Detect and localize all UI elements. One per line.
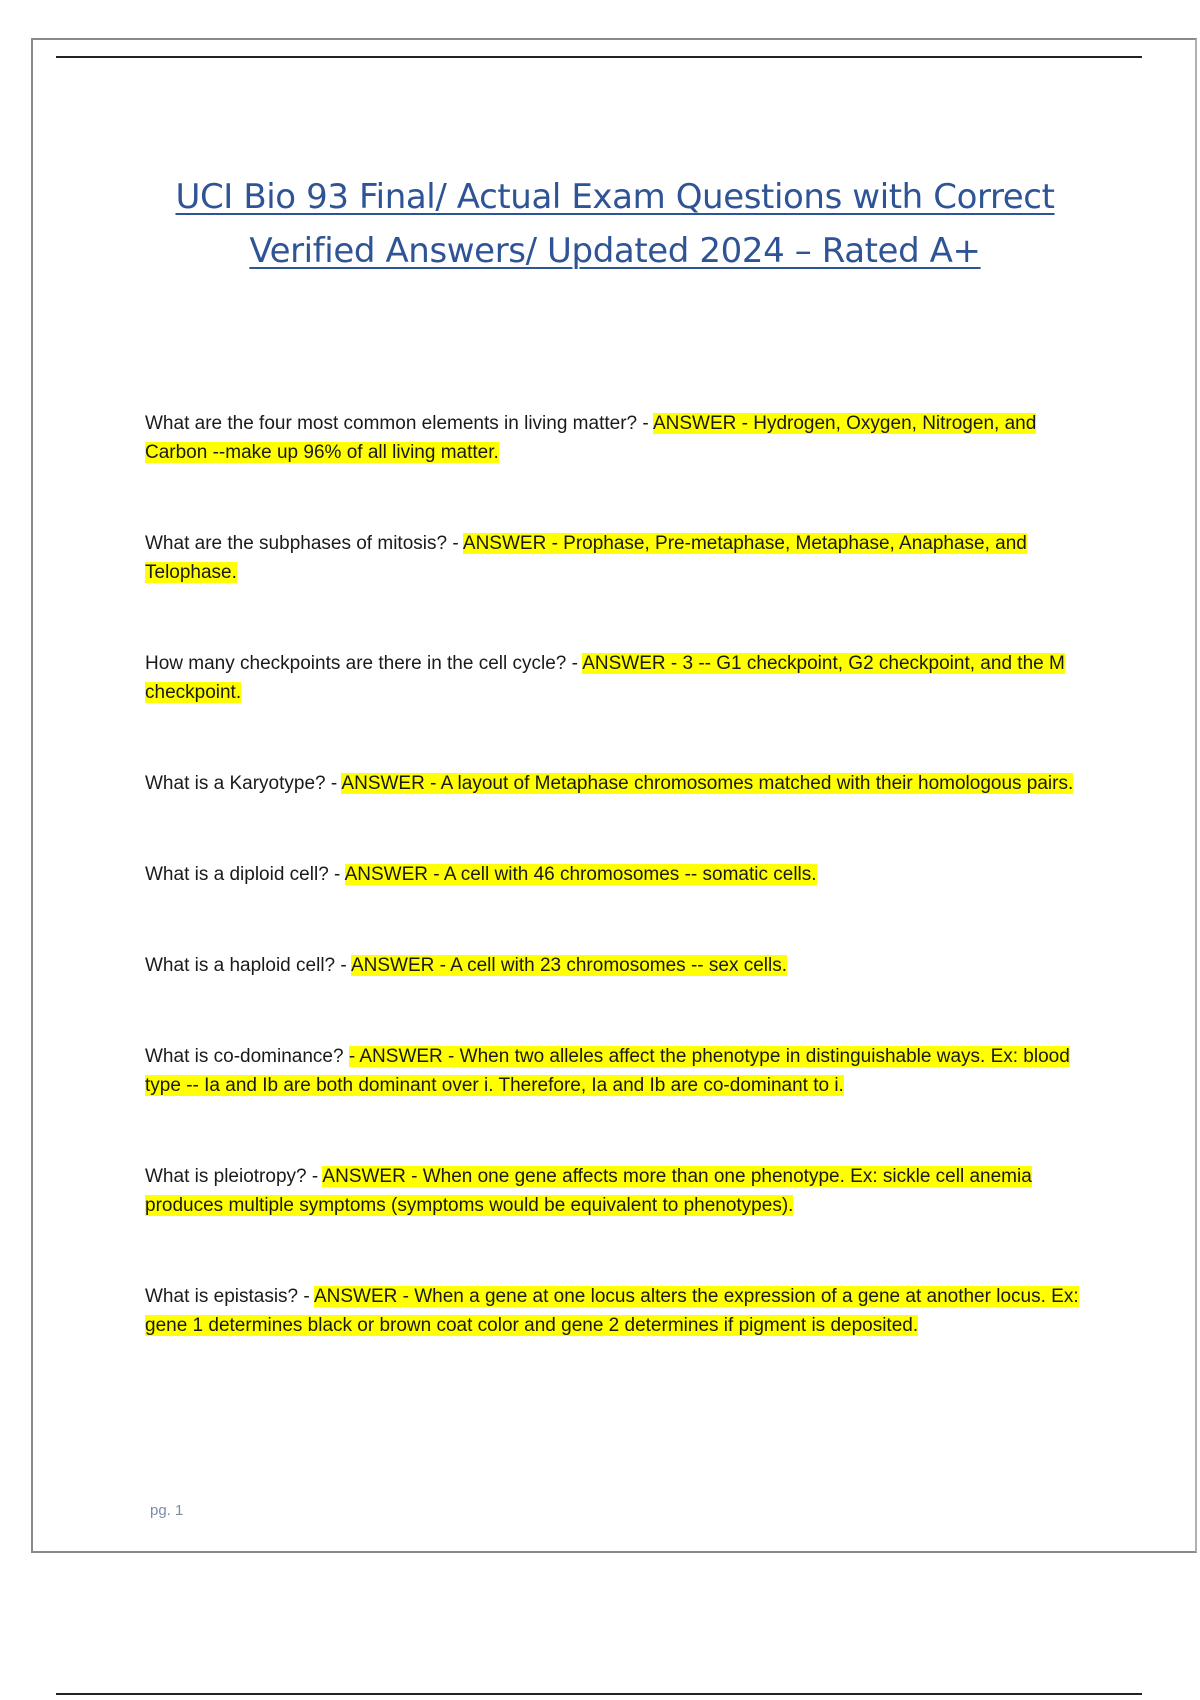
question-text: What are the four most common elements in living matter? - bbox=[145, 413, 653, 434]
answer-text: ANSWER - When one gene affects more than one phenotype. Ex: sickle cell anemia produces multiple symptoms (symptoms would be equivalent to phenotypes). bbox=[145, 1166, 1032, 1216]
answer-text: - ANSWER - When two alleles affect the phenotype in distinguishable ways. Ex: blood type -- Ia and Ib are both dominant over i. Therefore, Ia and Ib are co-dominant to i. bbox=[145, 1046, 1070, 1096]
answer-text: ANSWER - Hydrogen, Oxygen, Nitrogen, and Carbon --make up 96% of all living matter. bbox=[145, 413, 1037, 463]
qa-item bbox=[145, 769, 1095, 798]
answer-text: ANSWER - 3 -- G1 checkpoint, G2 checkpoint, and the M checkpoint. bbox=[145, 653, 1065, 703]
qa-item bbox=[145, 1282, 1095, 1340]
qa-item bbox=[145, 649, 1095, 707]
answer-text: ANSWER - When a gene at one locus alters the expression of a gene at another locus. Ex: gene 1 determines black or brown coat color and gene 2 determines if pigment is deposited. bbox=[145, 1286, 1079, 1336]
document-title bbox=[120, 170, 1110, 278]
bottom-divider bbox=[56, 1693, 1142, 1695]
question-text: What is pleiotropy? - bbox=[145, 1166, 323, 1187]
page-number: pg. 1 bbox=[150, 1502, 184, 1519]
question-text: What is a haploid cell? - bbox=[145, 955, 351, 976]
title-line-2: Verified Answers/ Updated 2024 – Rated A+ bbox=[249, 231, 981, 271]
question-text: What is a diploid cell? - bbox=[145, 864, 345, 885]
top-divider bbox=[56, 56, 1142, 58]
answer-text: ANSWER - A cell with 46 chromosomes -- somatic cells. bbox=[344, 864, 817, 885]
answer-text: ANSWER - A layout of Metaphase chromosomes matched with their homologous pairs. bbox=[341, 773, 1074, 794]
qa-item bbox=[145, 529, 1095, 587]
qa-item bbox=[145, 860, 1095, 889]
qa-list bbox=[145, 409, 1095, 1340]
answer-text: ANSWER - A cell with 23 chromosomes -- sex cells. bbox=[350, 955, 788, 976]
question-text: What is epistasis? - bbox=[145, 1286, 314, 1307]
question-text: What are the subphases of mitosis? - bbox=[145, 533, 463, 554]
answer-text: ANSWER - Prophase, Pre-metaphase, Metaphase, Anaphase, and Telophase. bbox=[145, 533, 1027, 583]
question-text: What is a Karyotype? - bbox=[145, 773, 342, 794]
qa-item bbox=[145, 409, 1095, 467]
title-line-1: UCI Bio 93 Final/ Actual Exam Questions with Correct bbox=[175, 177, 1055, 217]
qa-item bbox=[145, 1162, 1095, 1220]
qa-item bbox=[145, 951, 1095, 980]
question-text: How many checkpoints are there in the cell cycle? - bbox=[145, 653, 583, 674]
question-text: What is co-dominance? bbox=[145, 1046, 349, 1067]
qa-item bbox=[145, 1042, 1095, 1100]
